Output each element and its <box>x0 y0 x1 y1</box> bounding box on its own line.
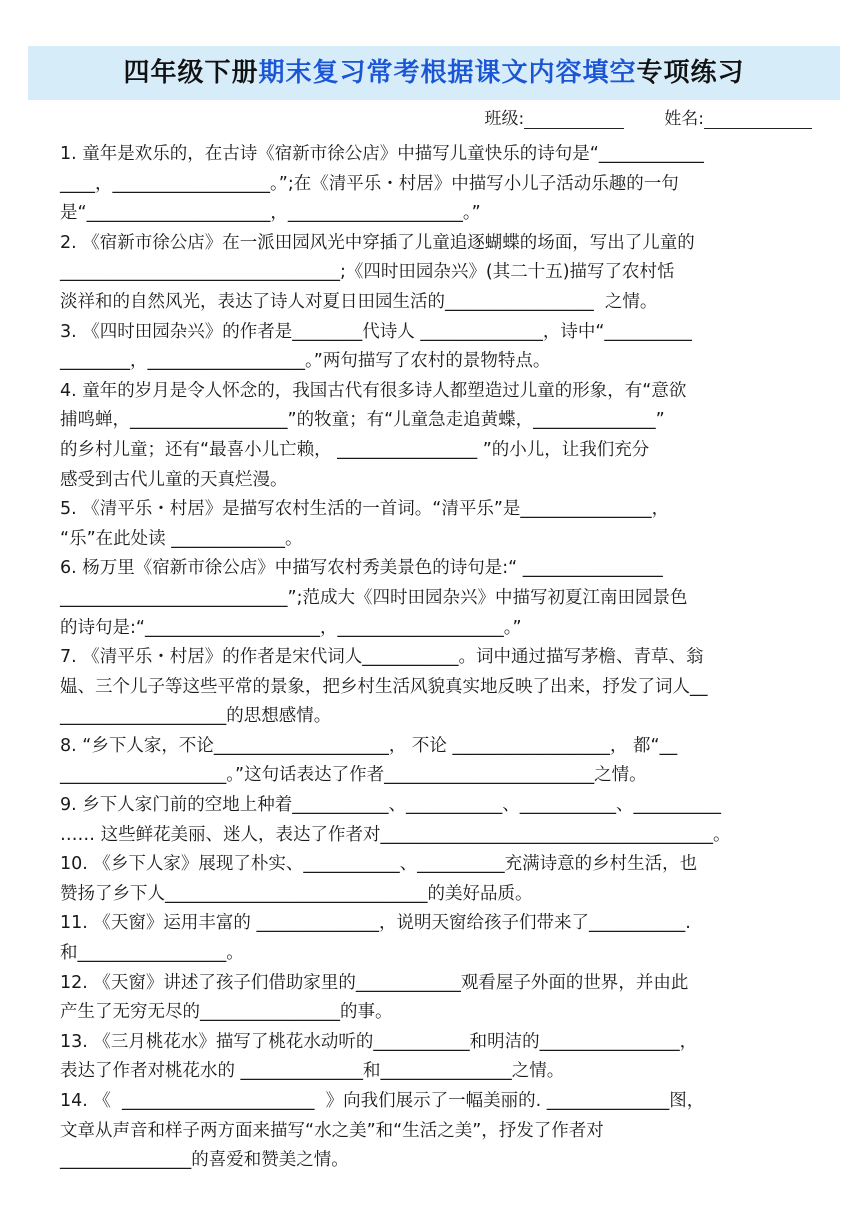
name-field[interactable] <box>664 104 812 129</box>
student-info <box>485 104 812 129</box>
question-1: 1. 童年是欢乐的，在古诗《宿新市徐公店》中描写儿童快乐的诗句是“____________ ____，__________________。”;在《清平乐・村居》中描写小儿子活动乐趣的一句 是“_____________________，____________________。” <box>60 144 704 224</box>
name-label: 姓名: <box>664 109 704 129</box>
question-13: 13. 《三月桃花水》描写了桃花水动听的___________和明洁的________________， 表达了作者对桃花水的 ______________和_______________之情。 <box>60 1031 698 1082</box>
question-14: 14. 《 ______________________ 》向我们展示了一幅美丽的. ______________图， 文章从声音和样子两方面来描写“水之美”和“生活之美”，抒发了作者对 _______________的喜爱和赞美之情。 <box>60 1091 705 1171</box>
class-blank[interactable] <box>524 110 624 129</box>
question-8: 8. “乡下人家，不论____________________， 不论 __________________， 都“__ ___________________。”这句话表达了作者________________________之情。 <box>60 735 678 786</box>
title-part-3: 专项练习 <box>636 58 745 88</box>
question-10: 10. 《乡下人家》展现了朴实、___________、__________充满诗意的乡村生活，也 赞扬了乡下人______________________________的美好品质。 <box>60 854 698 904</box>
page-title <box>28 46 840 100</box>
question-list <box>60 140 812 1176</box>
question-9: 9. 乡下人家门前的空地上种着___________、___________、___________、__________ …… 这些鲜花美丽、迷人，表达了作者对______________________________________。 <box>60 795 731 845</box>
question-2: 2. 《宿新市徐公店》在一派田园风光中穿插了儿童追逐蝴蝶的场面，写出了儿童的 ________________________________;《四时田园杂兴》(其二十五)描写了农村恬 淡祥和的自然风光，表达了诗人对夏日田园生活的_________________ 之情。 <box>60 232 695 312</box>
class-label: 班级: <box>484 109 525 129</box>
name-blank[interactable] <box>704 110 812 129</box>
question-6: 6. 杨万里《宿新市徐公店》中描写农村秀美景色的诗句是:“ ________________ __________________________”;范成大《四时田园杂兴》中描写初夏江南田园景色 的诗句是:“____________________，___________________。” <box>60 558 688 638</box>
question-7: 7. 《清平乐・村居》的作者是宋代词人___________。词中通过描写茅檐、青草、翁 媪、三个儿子等这些平常的景象，把乡村生活风貌真实地反映了出来，抒发了词人__ ___________________的思想感情。 <box>60 647 708 727</box>
question-5: 5. 《清平乐・村居》是描写农村生活的一首词。“清平乐”是_______________， “乐”在此处读 _____________。 <box>60 499 670 549</box>
question-11: 11. 《天窗》运用丰富的 ______________，说明天窗给孩子们带来了___________. 和_________________。 <box>60 913 691 964</box>
question-12: 12. 《天窗》讲述了孩子们借助家里的____________观看屋子外面的世界，并由此 产生了无穷无尽的________________的事。 <box>60 972 689 1023</box>
class-field[interactable] <box>485 104 625 129</box>
question-3: 3. 《四时田园杂兴》的作者是________代诗人 ______________，诗中“__________ ________，__________________。”两句描写了农村的景物特点。 <box>60 321 692 372</box>
title-part-2: 期末复习常考根据课文内容填空 <box>258 58 637 88</box>
title-banner <box>28 46 840 100</box>
title-part-1: 四年级下册 <box>123 58 259 88</box>
question-4: 4. 童年的岁月是令人怀念的，我国古代有很多诗人都塑造过儿童的形象，有“意欲 捕鸣蝉，__________________”的牧童；有“儿童急走追黄蝶，______________” 的乡村儿童；还有“最喜小儿亡赖， ________________ ”的小儿，让我们充分 感受到古代儿童的天真烂漫。 <box>60 380 687 490</box>
